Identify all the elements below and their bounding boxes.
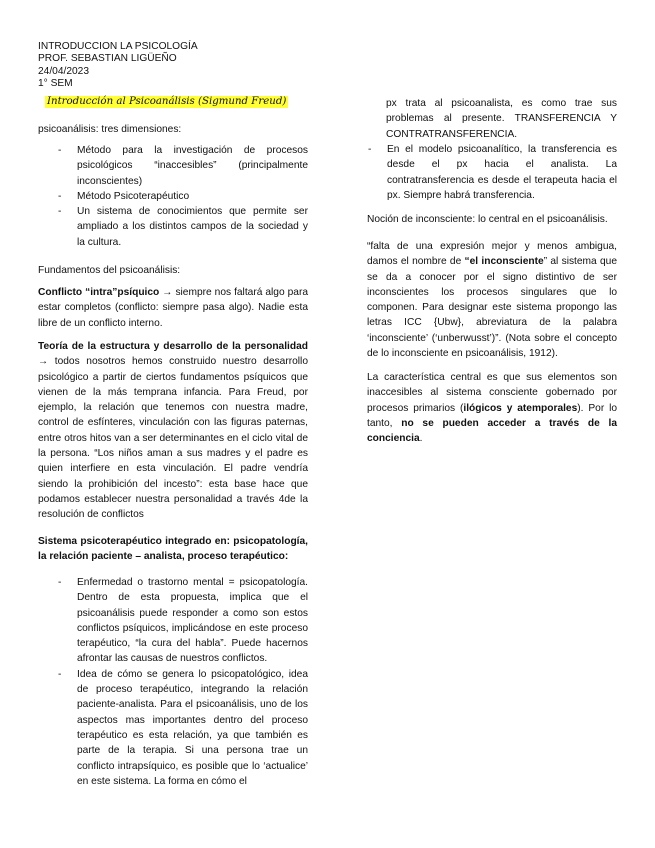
list-item: - En el modelo psicoanalítico, la transferencia es desde el px hacia el analista. La contratransferencia es desde el terapeuta hacia el px. Siempre habrá transferencia. — [348, 142, 617, 203]
date: 24/04/2023 — [38, 65, 89, 77]
conflict-paragraph — [38, 285, 308, 331]
caract-term-2: no se pueden acceder a través de la conciencia — [367, 417, 617, 445]
quote-term: “el inconsciente — [464, 256, 544, 268]
conflict-text: → siempre nos faltará algo para estar completos (conflicto: siempre pasa algo). Nadie esta libre de un conflicto interno. — [38, 287, 308, 329]
teoria-paragraph — [38, 339, 308, 523]
sistema-heading: Sistema psicoterapéutico integrado en: psicopatología, la relación paciente – analista, proceso terapéutico: — [38, 536, 308, 563]
fundamentos-heading: Fundamentos del psicoanálisis: — [38, 265, 181, 276]
caract-text-b: ). Por lo tanto, — [367, 402, 618, 429]
nocion-paragraph: Noción de inconsciente: lo central en el psicoanálisis. — [367, 214, 608, 225]
list-item: - Idea de cómo se genera lo psicopatológico, idea de proceso terapéutico, integrando la relación paciente-analista. Para el psicoanálisis, uno de los aspectos mas importantes dentro del proceso terapéutico es esta relación, ya que también es parte de la terapia. Si una persona trae un conflicto intrapsíquico, es posible que lo ‘actualice’ en este sistema. La forma en cómo el — [38, 667, 308, 789]
conflict-term: Conflicto “intra”psíquico — [38, 287, 160, 298]
semester: 1° SEM — [38, 78, 73, 90]
continuation-paragraph: px trata al psicoanalista, es como trae sus problemas al presente. TRANSFERENCIA Y CONTRATRANSFERENCIA. — [386, 98, 617, 140]
quote-text-a: “falta de una expresión mejor y menos ambigua, damos el nombre de — [367, 241, 617, 268]
caract-text-c: . — [419, 433, 423, 445]
quote-text-b: ” al sistema que se da a conocer por el signo distintivo de ser inconscientes los procesos singulares que lo componen. Para designar este sistema propongo las letras ICC {Ubw}, abreviatura de la palabra ‘inconsciente’ (‘unberwusst’)”. (Nota sobre el concepto de lo inconsciente en psicoanálisis, 1912). — [367, 256, 617, 360]
professor-name: PROF. SEBASTIAN LIGÜEÑO — [38, 53, 177, 65]
teoria-term: Teoría de la estructura y desarrollo de la personalidad — [38, 341, 308, 352]
dimensions-list — [38, 143, 308, 250]
list-item: - Enfermedad o trastorno mental = psicopatología. Dentro de esta propuesta, implica que el psicoanálisis puede responder a como son estos conflictos psíquicos, implicándose en este proceso terapéutico, “la cura del habla”. Puede hacernos afrontar las causas de nuestros conflictos. — [38, 575, 308, 667]
model-list — [348, 142, 617, 203]
document-header — [38, 41, 198, 91]
caract-term-1: ilógicos y atemporales — [463, 402, 578, 414]
caracteristica-paragraph — [367, 370, 617, 446]
teoria-text: → todos nosotros hemos construido nuestro desarrollo psicológico a partir de ciertos fundamentos psíquicos que vienen de la más temprana infancia. Para Freud, por ejemplo, la relación que tenemos con nuestra madre, control de esfínteres, vinculación con las figuras paternas, entre otros hitos van a ser determinantes en el ciclo vital de la persona. “Los niños aman a sus madres y el padre es quien interfiere en esta vinculación. El padre vendría siendo la prohibición del incesto”: esta base hace que podamos establecer nuestra personalidad a través 4de la resolución de conflictos — [38, 356, 308, 521]
inconsciente-quote — [367, 239, 617, 361]
list-item: - Método para la investigación de procesos psicológicos “inaccesibles” (principalmente inconscientes) — [38, 143, 308, 189]
sistema-list — [38, 575, 308, 789]
list-item: - Método Psicoterapéutico — [38, 189, 308, 204]
list-item: - Un sistema de conocimientos que permite ser ampliado a los distintos campos de la sociedad y la cultura. — [38, 204, 308, 250]
highlighted-title: Introducción al Psicoanálisis (Sigmund Freud) — [47, 96, 287, 107]
course-title: INTRODUCCION LA PSICOLOGÍA — [38, 41, 198, 52]
caract-text-a: La característica central es que sus elementos son inaccesibles al sistema consciente gobernado por procesos primarios ( — [367, 372, 617, 414]
dimensions-intro: psicoanálisis: tres dimensiones: — [38, 124, 182, 135]
